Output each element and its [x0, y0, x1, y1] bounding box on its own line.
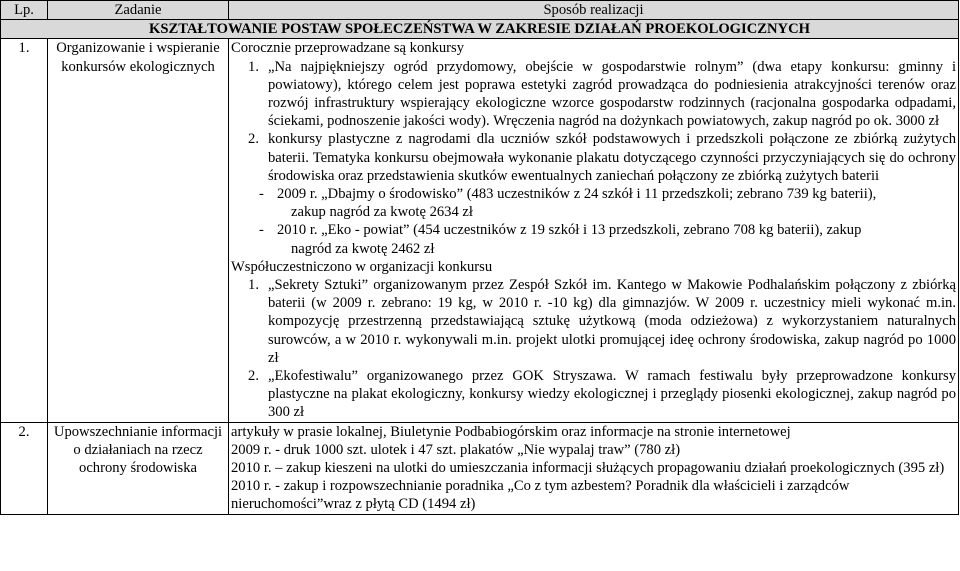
dash-main: 2010 r. „Eko - powiat” (454 uczestników z 19 szkół i 13 przedszkoli, zebrano 708 kg baterii), zakup	[277, 222, 862, 239]
section-title: KSZTAŁTOWANIE POSTAW SPOŁECZEŃSTWA W ZAKRESIE DZIAŁAŃ PROEKOLOGICZNYCH	[1, 20, 959, 39]
row-number: 2.	[1, 422, 48, 514]
dash-continuation: nagród za kwotę 2462 zł	[291, 240, 435, 257]
row-number: 1.	[1, 39, 48, 422]
header-lp: Lp.	[1, 1, 48, 20]
item-text: „Na najpiękniejszy ogród przydomowy, obejście w gospodarstwie rolnym” (dwa etapy konkursu: gminny i powiatowy), którego celem jest poprawa estetyki zagród prowadząca do podniesienia atrakcyjności terenów oraz rozwój infrastruktury wspierający ekologiczne wzorce gospodarstw rodzinnych (racjonalna gospodarka odpadami, ściekami, podnoszenie jakości wody). Wręczenia nagród na dożynkach powiatowych, zakup nagród po ok. 3000 zł	[268, 58, 956, 130]
dash-continuation: zakup nagród za kwotę 2634 zł	[291, 204, 473, 221]
item-number: 2.	[248, 368, 259, 385]
header-task: Zadanie	[48, 1, 229, 20]
competition-item	[231, 130, 956, 185]
coorganization-item	[231, 276, 956, 367]
info-line: 2010 r. - zakup i rozpowszechnianie poradnika „Co z tym azbestem? Poradnik dla właścicieli i zarządców nieruchomości”wraz z płytą CD (1494 zł)	[231, 478, 850, 513]
section-row	[1, 20, 959, 39]
dash-symbol: -	[259, 186, 264, 203]
item-text: konkursy plastyczne z nagrodami dla uczniów szkół podstawowych i przedszkoli połączone ze zbiórką zużytych baterii. Tematyka konkursu obejmowała wykonanie plakatu dotyczącego czynności przyczyniających się do ochrony środowiska oraz przedstawienia skutków ewentualnych zaniechań połączony ze zbiórką zużytych baterii	[268, 131, 956, 184]
competition-item	[231, 58, 956, 131]
table-row	[1, 422, 959, 514]
header-method: Sposób realizacji	[229, 1, 959, 20]
item-number: 2.	[248, 131, 259, 148]
dash-symbol: -	[259, 222, 264, 239]
dash-item	[231, 221, 956, 257]
dash-main: 2009 r. „Dbajmy o środowisko” (483 uczestników z 24 szkół i 11 przedszkoli; zebrano 739 kg baterii),	[277, 186, 877, 203]
competitions-intro: Corocznie przeprowadzane są konkursy	[231, 40, 465, 57]
row-task: Organizowanie i wspieranie konkursów ekologicznych	[48, 39, 229, 422]
item-number: 1.	[248, 58, 259, 75]
item-number: 1.	[248, 277, 259, 294]
item-text: „Sekrety Sztuki” organizowanym przez Zespół Szkół im. Kantego w Makowie Podhalańskim połączony z zbiórką baterii (w 2009 r. zebrano: 19 kg, w 2010 r. -10 kg) dla gimnazjów. W 2009 r. uczestnicy mieli wykonać m.in. kompozycję przestrzenną przedstawiającą sztukę użytkową (moda odzieżowa) z wykorzystaniem naturalnych surowców, a w 2010 r. wykonywali m.in. projekt ulotki promującej ideę ochrony środowiska, zakup nagród po 1000 zł	[268, 277, 956, 366]
item-text: „Ekofestiwalu” organizowanego przez GOK Stryszawa. W ramach festiwalu były przeprowadzone konkursy plastyczne na plakat ekologiczny, konkursy wiedzy ekologicznej i przeglądy piosenki ekologicznej, zakup nagród po 300 zł	[268, 368, 956, 421]
info-line: 2010 r. – zakup kieszeni na ulotki do umieszczania informacji służących propagowaniu działań proekologicznych (395 zł)	[231, 460, 945, 477]
row-task: Upowszechnianie informacji o działaniach na rzecz ochrony środowiska	[48, 422, 229, 514]
coorganization-item	[231, 367, 956, 422]
info-line: artykuły w prasie lokalnej, Biuletynie Podbabiogórskim oraz informacje na stronie internetowej	[231, 423, 791, 440]
row-method	[229, 422, 959, 514]
table-header-row	[1, 1, 959, 20]
table-row	[1, 39, 959, 422]
dash-item	[231, 185, 956, 221]
info-line: 2009 r. - druk 1000 szt. ulotek i 47 szt. plakatów „Nie wypalaj traw” (780 zł)	[231, 441, 681, 458]
dash-text	[277, 185, 956, 221]
coorganization-intro: Współuczestniczono w organizacji konkursu	[231, 258, 493, 275]
row-method	[229, 39, 959, 422]
dash-text	[277, 221, 956, 257]
